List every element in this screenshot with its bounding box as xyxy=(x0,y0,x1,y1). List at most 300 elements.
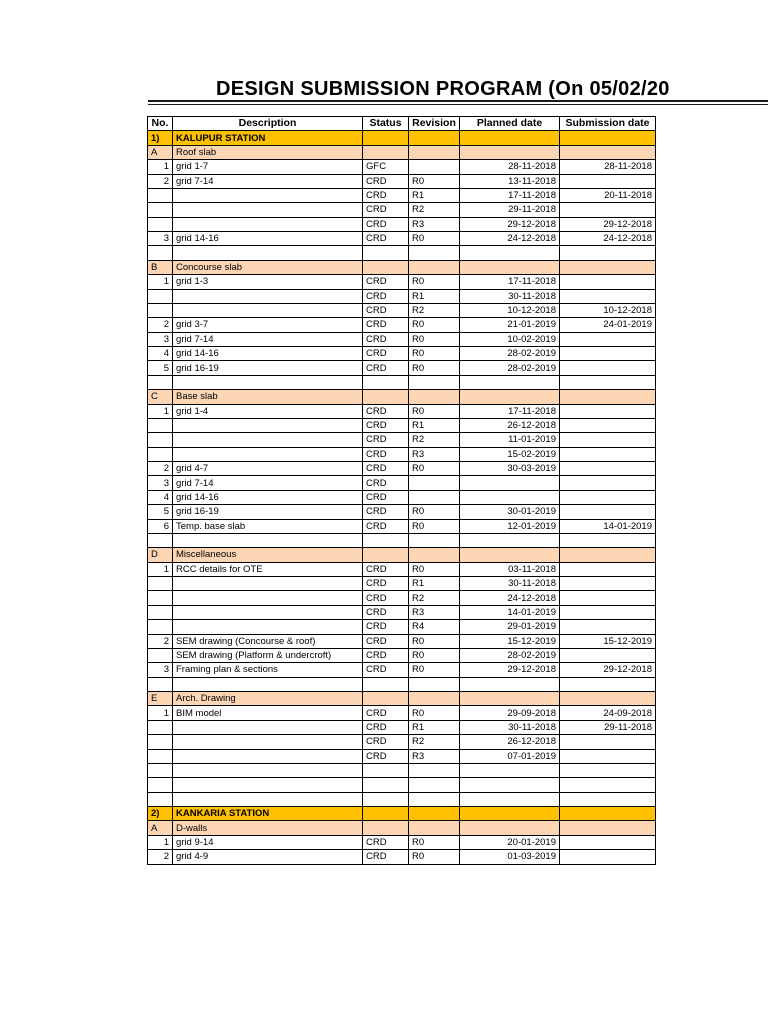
cell-description: grid 1-3 xyxy=(173,275,363,289)
cell-submission-date: 28-11-2018 xyxy=(560,160,656,174)
table-row xyxy=(148,577,656,591)
table-row xyxy=(148,519,656,533)
cell-revision xyxy=(409,548,460,562)
cell-no: C xyxy=(148,390,173,404)
cell-description xyxy=(173,763,363,777)
cell-status: CRD xyxy=(363,605,409,619)
cell-description: grid 14-16 xyxy=(173,347,363,361)
cell-description xyxy=(173,677,363,691)
cell-planned-date: 01-03-2019 xyxy=(460,850,560,864)
cell-status: CRD xyxy=(363,418,409,432)
cell-status xyxy=(363,778,409,792)
cell-no: 2) xyxy=(148,807,173,821)
cell-description: Framing plan & sections xyxy=(173,663,363,677)
section-header-row xyxy=(148,821,656,835)
cell-planned-date: 21-01-2019 xyxy=(460,318,560,332)
cell-planned-date: 29-12-2018 xyxy=(460,663,560,677)
cell-planned-date: 30-11-2018 xyxy=(460,289,560,303)
cell-submission-date xyxy=(560,375,656,389)
cell-no xyxy=(148,763,173,777)
cell-status: CRD xyxy=(363,217,409,231)
cell-status: CRD xyxy=(363,174,409,188)
cell-status: CRD xyxy=(363,447,409,461)
cell-submission-date xyxy=(560,677,656,691)
cell-status xyxy=(363,260,409,274)
table-row xyxy=(148,476,656,490)
blank-row xyxy=(148,375,656,389)
table-row xyxy=(148,275,656,289)
cell-revision: R0 xyxy=(409,706,460,720)
cell-planned-date xyxy=(460,390,560,404)
cell-revision xyxy=(409,476,460,490)
cell-description xyxy=(173,591,363,605)
cell-no: 5 xyxy=(148,505,173,519)
cell-revision: R3 xyxy=(409,217,460,231)
cell-no: 3 xyxy=(148,332,173,346)
cell-description xyxy=(173,375,363,389)
cell-revision: R2 xyxy=(409,735,460,749)
cell-planned-date xyxy=(460,375,560,389)
section-header-row xyxy=(148,692,656,706)
cell-status: CRD xyxy=(363,361,409,375)
table-header-row xyxy=(148,117,656,131)
cell-submission-date: 15-12-2019 xyxy=(560,634,656,648)
table-row xyxy=(148,404,656,418)
cell-planned-date: 03-11-2018 xyxy=(460,562,560,576)
cell-planned-date xyxy=(460,807,560,821)
submission-table xyxy=(147,116,656,865)
cell-no xyxy=(148,303,173,317)
cell-status: CRD xyxy=(363,663,409,677)
cell-status: CRD xyxy=(363,577,409,591)
cell-description: grid 7-14 xyxy=(173,476,363,490)
cell-status: CRD xyxy=(363,648,409,662)
cell-submission-date xyxy=(560,260,656,274)
cell-submission-date xyxy=(560,433,656,447)
cell-revision: R0 xyxy=(409,505,460,519)
cell-planned-date xyxy=(460,476,560,490)
cell-description xyxy=(173,188,363,202)
section-header-row xyxy=(148,390,656,404)
cell-revision xyxy=(409,692,460,706)
cell-no: 1 xyxy=(148,835,173,849)
cell-revision: R1 xyxy=(409,418,460,432)
table-row xyxy=(148,418,656,432)
cell-no: E xyxy=(148,692,173,706)
cell-submission-date xyxy=(560,577,656,591)
cell-planned-date: 13-11-2018 xyxy=(460,174,560,188)
cell-revision xyxy=(409,807,460,821)
cell-status: CRD xyxy=(363,188,409,202)
cell-revision: R0 xyxy=(409,174,460,188)
cell-description: grid 7-14 xyxy=(173,174,363,188)
table-row xyxy=(148,433,656,447)
cell-no xyxy=(148,577,173,591)
cell-revision: R3 xyxy=(409,447,460,461)
cell-submission-date xyxy=(560,476,656,490)
cell-no: B xyxy=(148,260,173,274)
cell-status xyxy=(363,533,409,547)
cell-revision: R1 xyxy=(409,289,460,303)
cell-submission-date xyxy=(560,548,656,562)
cell-revision xyxy=(409,160,460,174)
cell-status: CRD xyxy=(363,433,409,447)
cell-planned-date: 10-02-2019 xyxy=(460,332,560,346)
cell-status: GFC xyxy=(363,160,409,174)
cell-revision: R0 xyxy=(409,332,460,346)
cell-description: grid 4-9 xyxy=(173,850,363,864)
blank-row xyxy=(148,533,656,547)
cell-status: CRD xyxy=(363,275,409,289)
cell-no xyxy=(148,188,173,202)
cell-description xyxy=(173,720,363,734)
cell-submission-date xyxy=(560,447,656,461)
cell-status: CRD xyxy=(363,634,409,648)
cell-no: 2 xyxy=(148,850,173,864)
cell-description xyxy=(173,533,363,547)
cell-submission-date: 20-11-2018 xyxy=(560,188,656,202)
cell-description: grid 14-16 xyxy=(173,490,363,504)
cell-description: grid 1-7 xyxy=(173,160,363,174)
cell-revision: R1 xyxy=(409,188,460,202)
cell-no xyxy=(148,778,173,792)
cell-description: grid 14-16 xyxy=(173,232,363,246)
cell-description: grid 16-19 xyxy=(173,361,363,375)
cell-revision: R0 xyxy=(409,634,460,648)
table-row xyxy=(148,289,656,303)
cell-submission-date xyxy=(560,418,656,432)
cell-description: BIM model xyxy=(173,706,363,720)
cell-revision: R0 xyxy=(409,648,460,662)
cell-planned-date: 17-11-2018 xyxy=(460,404,560,418)
table-row xyxy=(148,332,656,346)
cell-submission-date: 24-01-2019 xyxy=(560,318,656,332)
cell-submission-date xyxy=(560,332,656,346)
table-row xyxy=(148,562,656,576)
cell-description: Concourse slab xyxy=(173,260,363,274)
title-underline-thick xyxy=(148,100,768,102)
cell-status: CRD xyxy=(363,289,409,303)
cell-description xyxy=(173,289,363,303)
table-row xyxy=(148,720,656,734)
cell-revision xyxy=(409,260,460,274)
cell-submission-date xyxy=(560,648,656,662)
cell-planned-date: 29-12-2018 xyxy=(460,217,560,231)
cell-revision: R2 xyxy=(409,303,460,317)
table-row xyxy=(148,447,656,461)
cell-planned-date: 17-11-2018 xyxy=(460,188,560,202)
cell-no xyxy=(148,735,173,749)
cell-status: CRD xyxy=(363,505,409,519)
cell-description xyxy=(173,778,363,792)
cell-description: KALUPUR STATION xyxy=(173,131,363,145)
cell-revision: R2 xyxy=(409,591,460,605)
cell-planned-date xyxy=(460,131,560,145)
table-row xyxy=(148,160,656,174)
cell-submission-date xyxy=(560,749,656,763)
cell-planned-date xyxy=(460,692,560,706)
cell-no xyxy=(148,720,173,734)
cell-planned-date: 17-11-2018 xyxy=(460,275,560,289)
cell-revision xyxy=(409,677,460,691)
cell-description: KANKARIA STATION xyxy=(173,807,363,821)
cell-planned-date: 10-12-2018 xyxy=(460,303,560,317)
cell-status: CRD xyxy=(363,347,409,361)
title-underline-thin xyxy=(148,104,768,105)
cell-description: grid 9-14 xyxy=(173,835,363,849)
cell-revision: R2 xyxy=(409,203,460,217)
cell-revision: R0 xyxy=(409,347,460,361)
cell-no xyxy=(148,620,173,634)
cell-submission-date xyxy=(560,203,656,217)
cell-revision: R0 xyxy=(409,361,460,375)
cell-submission-date: 10-12-2018 xyxy=(560,303,656,317)
cell-status xyxy=(363,390,409,404)
cell-revision: R4 xyxy=(409,620,460,634)
table-row xyxy=(148,318,656,332)
cell-status: CRD xyxy=(363,562,409,576)
cell-planned-date: 11-01-2019 xyxy=(460,433,560,447)
table-row xyxy=(148,620,656,634)
cell-no xyxy=(148,418,173,432)
cell-status: CRD xyxy=(363,749,409,763)
cell-status: CRD xyxy=(363,332,409,346)
cell-planned-date: 26-12-2018 xyxy=(460,418,560,432)
cell-no: 2 xyxy=(148,462,173,476)
cell-submission-date xyxy=(560,289,656,303)
cell-no xyxy=(148,217,173,231)
table-row xyxy=(148,706,656,720)
cell-planned-date: 12-01-2019 xyxy=(460,519,560,533)
cell-status: CRD xyxy=(363,735,409,749)
cell-status xyxy=(363,692,409,706)
cell-no: 1 xyxy=(148,275,173,289)
table-row xyxy=(148,850,656,864)
cell-description xyxy=(173,605,363,619)
station-header-row xyxy=(148,807,656,821)
cell-status: CRD xyxy=(363,490,409,504)
cell-no: 3 xyxy=(148,663,173,677)
cell-planned-date xyxy=(460,677,560,691)
table-row xyxy=(148,735,656,749)
cell-status xyxy=(363,145,409,159)
cell-planned-date xyxy=(460,260,560,274)
cell-submission-date xyxy=(560,174,656,188)
cell-planned-date: 28-02-2019 xyxy=(460,648,560,662)
cell-status xyxy=(363,677,409,691)
cell-revision xyxy=(409,778,460,792)
cell-revision xyxy=(409,490,460,504)
cell-revision xyxy=(409,763,460,777)
cell-description xyxy=(173,217,363,231)
cell-planned-date xyxy=(460,145,560,159)
table-row xyxy=(148,605,656,619)
cell-planned-date xyxy=(460,763,560,777)
cell-revision xyxy=(409,131,460,145)
cell-planned-date: 15-12-2019 xyxy=(460,634,560,648)
table-row xyxy=(148,490,656,504)
cell-no: 2 xyxy=(148,174,173,188)
cell-revision: R0 xyxy=(409,835,460,849)
section-header-row xyxy=(148,145,656,159)
cell-planned-date: 15-02-2019 xyxy=(460,447,560,461)
cell-submission-date xyxy=(560,735,656,749)
blank-row xyxy=(148,246,656,260)
station-header-row xyxy=(148,131,656,145)
cell-planned-date: 30-11-2018 xyxy=(460,577,560,591)
cell-description xyxy=(173,577,363,591)
table-row xyxy=(148,232,656,246)
cell-revision: R3 xyxy=(409,749,460,763)
table-row xyxy=(148,835,656,849)
cell-description: grid 4-7 xyxy=(173,462,363,476)
table-row xyxy=(148,174,656,188)
cell-revision: R0 xyxy=(409,462,460,476)
cell-planned-date: 29-09-2018 xyxy=(460,706,560,720)
table-row xyxy=(148,303,656,317)
cell-no: 1 xyxy=(148,562,173,576)
cell-description xyxy=(173,418,363,432)
cell-planned-date xyxy=(460,778,560,792)
cell-status: CRD xyxy=(363,850,409,864)
cell-planned-date: 24-12-2018 xyxy=(460,232,560,246)
cell-revision: R0 xyxy=(409,663,460,677)
table-row xyxy=(148,591,656,605)
cell-status: CRD xyxy=(363,720,409,734)
cell-submission-date: 29-12-2018 xyxy=(560,217,656,231)
cell-planned-date: 28-11-2018 xyxy=(460,160,560,174)
cell-no: 1 xyxy=(148,706,173,720)
cell-submission-date xyxy=(560,835,656,849)
cell-description: Base slab xyxy=(173,390,363,404)
cell-description xyxy=(173,246,363,260)
cell-submission-date xyxy=(560,692,656,706)
cell-planned-date: 20-01-2019 xyxy=(460,835,560,849)
cell-submission-date: 29-12-2018 xyxy=(560,663,656,677)
column-header-status: Status xyxy=(363,117,409,131)
cell-submission-date xyxy=(560,807,656,821)
cell-planned-date: 07-01-2019 xyxy=(460,749,560,763)
table-row xyxy=(148,217,656,231)
table-row xyxy=(148,749,656,763)
cell-description: D-walls xyxy=(173,821,363,835)
cell-no: D xyxy=(148,548,173,562)
cell-submission-date xyxy=(560,462,656,476)
cell-status xyxy=(363,807,409,821)
cell-no xyxy=(148,289,173,303)
cell-description: grid 16-19 xyxy=(173,505,363,519)
cell-no xyxy=(148,447,173,461)
table-row xyxy=(148,462,656,476)
cell-description xyxy=(173,203,363,217)
cell-no: 4 xyxy=(148,347,173,361)
section-header-row xyxy=(148,548,656,562)
cell-status xyxy=(363,763,409,777)
cell-revision: R1 xyxy=(409,720,460,734)
cell-submission-date xyxy=(560,490,656,504)
cell-revision xyxy=(409,390,460,404)
cell-no xyxy=(148,648,173,662)
cell-submission-date xyxy=(560,145,656,159)
cell-planned-date xyxy=(460,548,560,562)
cell-submission-date xyxy=(560,763,656,777)
cell-status: CRD xyxy=(363,404,409,418)
cell-description: Temp. base slab xyxy=(173,519,363,533)
cell-no xyxy=(148,246,173,260)
cell-submission-date xyxy=(560,605,656,619)
cell-planned-date: 24-12-2018 xyxy=(460,591,560,605)
cell-status: CRD xyxy=(363,835,409,849)
cell-no xyxy=(148,203,173,217)
cell-status: CRD xyxy=(363,519,409,533)
cell-description xyxy=(173,792,363,806)
cell-status xyxy=(363,821,409,835)
cell-no: 1) xyxy=(148,131,173,145)
cell-status xyxy=(363,246,409,260)
table-row xyxy=(148,203,656,217)
cell-description: grid 7-14 xyxy=(173,332,363,346)
cell-planned-date: 30-01-2019 xyxy=(460,505,560,519)
cell-revision xyxy=(409,246,460,260)
cell-no xyxy=(148,792,173,806)
cell-no xyxy=(148,433,173,447)
cell-status: CRD xyxy=(363,462,409,476)
cell-status xyxy=(363,131,409,145)
cell-description: SEM drawing (Platform & undercroft) xyxy=(173,648,363,662)
cell-submission-date: 14-01-2019 xyxy=(560,519,656,533)
cell-submission-date: 24-09-2018 xyxy=(560,706,656,720)
cell-status xyxy=(363,375,409,389)
cell-planned-date: 29-11-2018 xyxy=(460,203,560,217)
cell-description: SEM drawing (Concourse & roof) xyxy=(173,634,363,648)
cell-revision xyxy=(409,821,460,835)
cell-no: 2 xyxy=(148,634,173,648)
cell-submission-date xyxy=(560,821,656,835)
section-header-row xyxy=(148,260,656,274)
column-header-planned-date: Planned date xyxy=(460,117,560,131)
cell-description: Arch. Drawing xyxy=(173,692,363,706)
cell-status xyxy=(363,548,409,562)
cell-planned-date: 14-01-2019 xyxy=(460,605,560,619)
cell-status: CRD xyxy=(363,591,409,605)
cell-no: 2 xyxy=(148,318,173,332)
cell-description xyxy=(173,620,363,634)
table-row xyxy=(148,188,656,202)
table-row xyxy=(148,648,656,662)
cell-description xyxy=(173,447,363,461)
table-row xyxy=(148,634,656,648)
cell-submission-date xyxy=(560,361,656,375)
cell-status: CRD xyxy=(363,706,409,720)
cell-no: 3 xyxy=(148,476,173,490)
cell-no xyxy=(148,533,173,547)
column-header-revision: Revision xyxy=(409,117,460,131)
cell-revision: R0 xyxy=(409,275,460,289)
blank-row xyxy=(148,677,656,691)
cell-submission-date xyxy=(560,246,656,260)
blank-row xyxy=(148,778,656,792)
cell-description: RCC details for OTE xyxy=(173,562,363,576)
cell-revision: R2 xyxy=(409,433,460,447)
cell-planned-date xyxy=(460,792,560,806)
cell-no: 1 xyxy=(148,160,173,174)
cell-submission-date: 24-12-2018 xyxy=(560,232,656,246)
cell-planned-date: 28-02-2019 xyxy=(460,347,560,361)
cell-status: CRD xyxy=(363,303,409,317)
table-row xyxy=(148,347,656,361)
cell-revision xyxy=(409,792,460,806)
cell-no xyxy=(148,375,173,389)
